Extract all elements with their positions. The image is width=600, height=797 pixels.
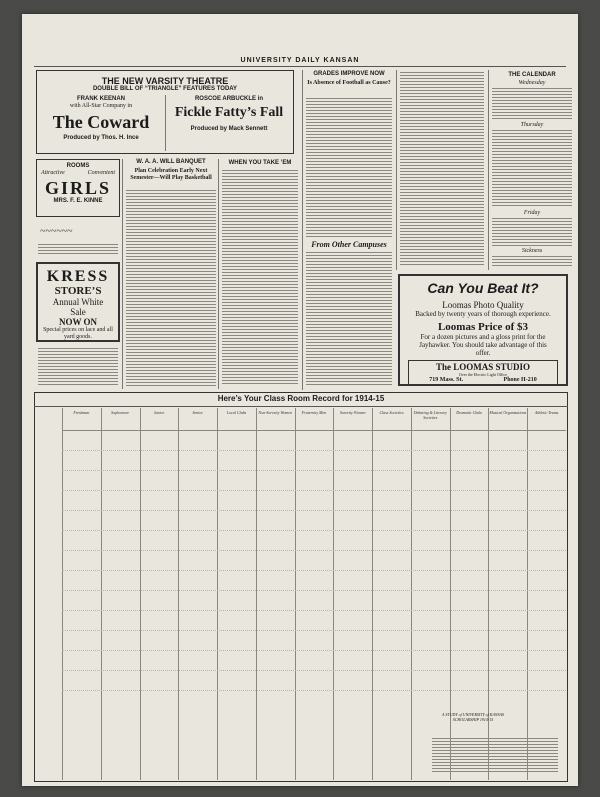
- loomas-address: 719 Mass. St.: [429, 377, 463, 383]
- text-block: [222, 170, 298, 388]
- column-divider: [218, 159, 219, 389]
- record-column-divider: [372, 408, 373, 780]
- record-grid-line: [62, 630, 566, 631]
- text-block: [400, 72, 484, 268]
- theatre-subtitle: DOUBLE BILL OF “TRIANGLE” FEATURES TODAY: [92, 86, 238, 92]
- class-record-title-rule: [34, 406, 568, 407]
- text-block: [492, 88, 572, 122]
- other-campuses-title: From Other Campuses: [311, 240, 387, 249]
- left-star: FRANK KEENAN: [77, 96, 125, 102]
- column-divider: [488, 70, 489, 270]
- rooms-headline: GIRLS: [44, 178, 112, 198]
- record-grid-line: [62, 450, 566, 451]
- text-block: [38, 244, 118, 260]
- theatre-left-feature: [41, 96, 161, 142]
- class-record-title: Here’s Your Class Room Record for 1914-15: [217, 394, 385, 403]
- calendar-title: THE CALENDAR: [508, 72, 556, 78]
- calendar-day-thursday: Thursday: [520, 122, 544, 128]
- text-block: [492, 218, 572, 248]
- record-grid-line: [62, 570, 566, 571]
- left-producer: Produced by Thos. H. Ince: [63, 135, 139, 141]
- record-column-header: Debating & Literary Societies: [413, 410, 447, 420]
- kress-line6: Special prices on lace and all yard goods.: [43, 327, 113, 340]
- grades-article: [306, 71, 392, 87]
- kress-ad: [36, 262, 120, 342]
- record-column-divider: [295, 408, 296, 780]
- record-column-header: Fraternity Men: [301, 410, 327, 415]
- loomas-studio-sub: Over the Electric Light Office: [458, 372, 508, 377]
- loomas-headline: Can You Beat It?: [427, 280, 539, 296]
- text-block: [306, 98, 392, 238]
- record-column-divider: [101, 408, 102, 780]
- record-header-rule: [62, 430, 566, 431]
- rooms-line3: Convenient: [87, 170, 115, 176]
- record-column-header: Freshman: [73, 410, 90, 415]
- column-divider: [396, 70, 397, 270]
- exams-title: WHEN YOU TAKE ’EM: [228, 160, 292, 166]
- right-star: ROSCOE ARBUCKLE in: [194, 96, 264, 102]
- exams-article: [222, 160, 298, 167]
- record-column-header: Sorority Women: [339, 410, 366, 415]
- loomas-studio-box: [408, 360, 558, 386]
- text-block: [126, 190, 216, 388]
- masthead: UNIVERSITY DAILY KANSAN: [240, 57, 360, 64]
- loomas-phone: Phone H-210: [503, 377, 537, 383]
- record-grid-line: [62, 590, 566, 591]
- loomas-line3: Loomas Price of $3: [437, 321, 529, 333]
- calendar-day-friday: Friday: [523, 210, 541, 216]
- text-block: [492, 130, 572, 210]
- loomas-line2: Backed by twenty years of thorough experience.: [415, 310, 551, 318]
- theatre-ad: [36, 70, 294, 154]
- record-grid-line: [62, 490, 566, 491]
- record-column-header: Non-Sorority Women: [258, 410, 293, 415]
- text-block: [306, 252, 392, 388]
- record-column-divider: [217, 408, 218, 780]
- class-record-grid: [62, 408, 566, 780]
- calendar-day-wednesday: Wednesday: [518, 80, 546, 86]
- record-column-header: Senior: [192, 410, 203, 415]
- rooms-line1: ROOMS: [66, 163, 90, 169]
- masthead-rule: [34, 66, 566, 67]
- rooms-tagline: [37, 170, 119, 177]
- record-column-divider: [62, 408, 63, 780]
- record-grid-line: [62, 550, 566, 551]
- record-column-divider: [488, 408, 489, 780]
- rooms-name: MRS. F. E. KINNE: [53, 198, 103, 204]
- record-grid-line: [62, 690, 566, 691]
- record-column-header: Musical Organizations: [489, 410, 527, 415]
- kress-line3: Annual White: [52, 297, 104, 307]
- grades-deck: Is Absence of Football as Cause?: [307, 80, 391, 86]
- kress-line5: NOW ON: [58, 317, 98, 327]
- right-film: Fickle Fatty’s Fall: [174, 105, 284, 120]
- loomas-line4: For a dozen pictures and a gloss print for the Jayhawker. You should take advantage of this offer.: [419, 333, 547, 357]
- calendar: [492, 72, 572, 87]
- record-column-divider: [256, 408, 257, 780]
- right-producer: Produced by Mack Sennett: [190, 126, 268, 132]
- record-column-header: Class Societies: [379, 410, 404, 415]
- text-block: [38, 348, 118, 388]
- record-column-divider: [411, 408, 412, 780]
- signature-cut: ~~~~~~: [40, 226, 73, 237]
- rooms-ad: [36, 159, 120, 217]
- record-column-header: Local Clubs: [226, 410, 247, 415]
- calendar-sickness: Sickness: [521, 248, 543, 254]
- theatre-divider: [165, 95, 166, 151]
- record-column-header: Athletic Teams: [534, 410, 559, 415]
- record-column-header: Sophomore: [111, 410, 130, 415]
- left-film: The Coward: [52, 112, 150, 132]
- class-record-study-title: A STUDY of UNIVERSITY of KANSAS SCHOLARSHIP 1914-15: [441, 712, 505, 722]
- waa-article: [126, 159, 216, 182]
- kress-line4: Sale: [70, 307, 86, 317]
- loomas-ad: [398, 274, 568, 386]
- waa-deck: Plan Celebration Early Next Semester—Will Play Basketball: [130, 168, 212, 181]
- kress-headline: KRESS: [46, 268, 110, 285]
- waa-title: W. A. A. WILL BANQUET: [136, 159, 206, 165]
- record-grid-line: [62, 510, 566, 511]
- record-column-divider: [450, 408, 451, 780]
- text-block: [492, 256, 572, 268]
- column-divider: [122, 159, 123, 389]
- record-column-header: Dramatic Clubs: [456, 410, 482, 415]
- other-campuses-heading: [306, 240, 392, 249]
- record-grid-line: [62, 650, 566, 651]
- theatre-title: THE NEW VARSITY THEATRE: [101, 76, 229, 86]
- kress-line2: STORE’S: [54, 285, 102, 297]
- class-record-footnote: [432, 738, 558, 774]
- record-grid-line: [62, 610, 566, 611]
- newspaper-page: [22, 14, 578, 786]
- record-column-divider: [333, 408, 334, 780]
- left-company: with All-Star Company in: [69, 103, 133, 109]
- record-grid-line: [62, 470, 566, 471]
- grades-title: GRADES IMPROVE NOW: [313, 71, 385, 77]
- rooms-line2: Attractive: [41, 170, 65, 176]
- loomas-contact: [409, 377, 557, 384]
- record-column-divider: [178, 408, 179, 780]
- record-grid-line: [62, 670, 566, 671]
- record-column-header: Junior: [153, 410, 165, 415]
- loomas-line1: Loomas Photo Quality: [442, 300, 524, 310]
- column-divider: [302, 70, 303, 390]
- theatre-right-feature: [169, 96, 289, 133]
- record-grid-line: [62, 530, 566, 531]
- record-column-divider: [140, 408, 141, 780]
- record-column-divider: [527, 408, 528, 780]
- loomas-studio: The LOOMAS STUDIO: [435, 362, 531, 372]
